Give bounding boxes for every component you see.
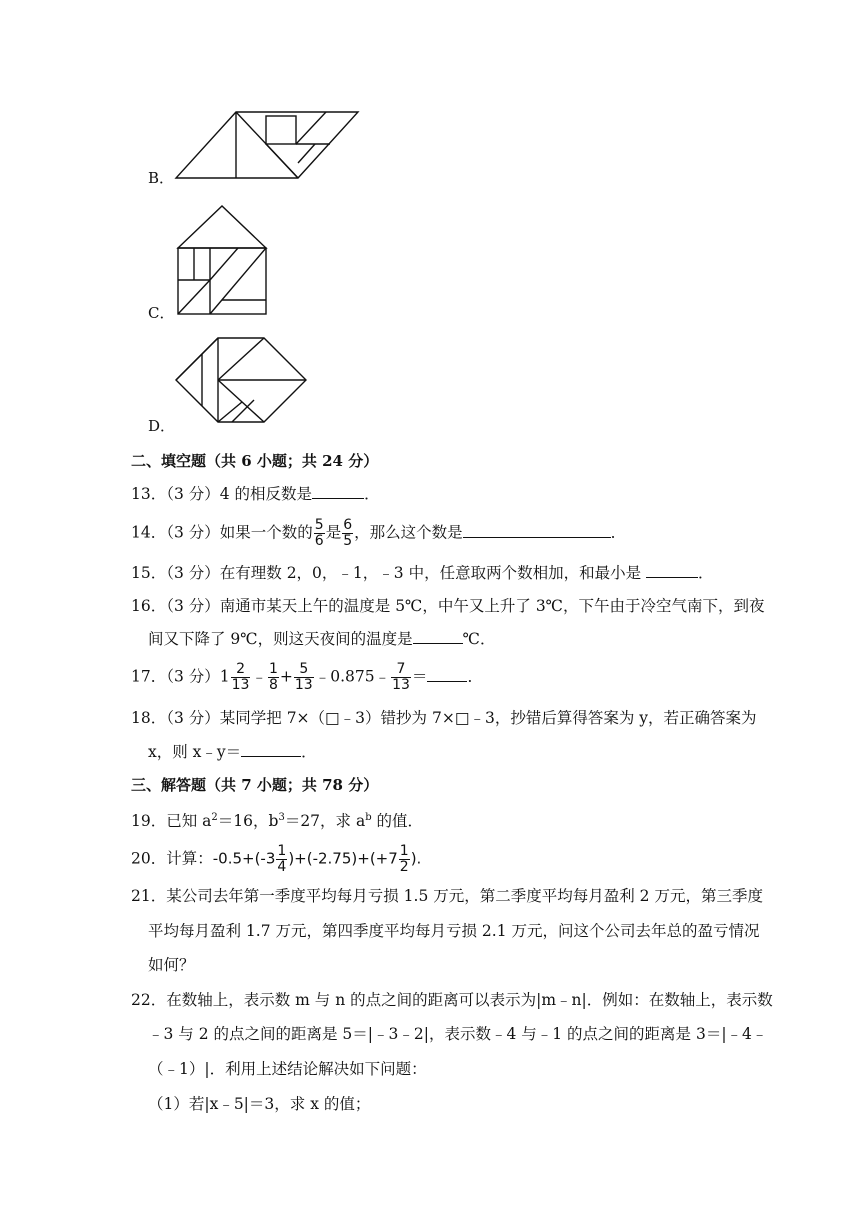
q17-text: 17．（3 分）1 [131,667,230,686]
q14-text: 14．（3 分）如果一个数的 [131,523,313,542]
q17-mid: ﹣0.875﹣ [314,667,391,686]
q17-fraction-4 [391,662,411,693]
question-22-line-1: 22．在数轴上，表示数 m 与 n 的点之间的距离可以表示为|m﹣n|．例如：在数轴上，表示数 [131,991,773,1009]
q15-answer-blank[interactable] [646,561,698,578]
question-16-line-2 [148,627,495,651]
question-15 [131,561,714,585]
frac-numerator: 5 [299,661,309,677]
figure-option-d [172,334,312,426]
q20-expr: ). [410,849,422,868]
q14-fraction-1 [314,518,325,549]
q20-text: 20．计算： [131,849,213,868]
frac-numerator: 1 [399,843,409,859]
q14-fraction-2 [342,518,353,549]
frac-denominator: 4 [277,859,287,875]
frac-numerator: 1 [277,843,287,859]
frac-denominator: 2 [399,859,409,875]
frac-denominator: 13 [231,677,250,693]
q17-eq: ＝ [411,667,428,686]
q19-exponent: 3 [278,812,285,823]
question-14 [131,518,626,549]
q19-text: 的值． [371,812,424,831]
q13-end: ． [364,485,380,503]
q17-end: ． [467,667,483,686]
q17-fraction-3 [294,662,314,693]
q14-suffix: ，那么这个数是 [354,523,463,542]
figure-option-b [170,108,365,184]
q17-answer-blank[interactable] [427,665,467,682]
frac-numerator: 2 [236,661,245,677]
q18-end: ． [301,743,317,761]
frac-denominator: 13 [294,677,313,693]
q15-end: ． [698,564,714,582]
q14-answer-blank[interactable] [463,521,611,538]
option-d-label: D． [148,417,176,435]
q18-answer-blank[interactable] [241,740,301,757]
frac-numerator: 6 [343,517,353,533]
question-21-line-3: 如何？ [148,956,195,974]
question-20 [131,844,421,875]
q20-fraction-1 [276,844,287,875]
frac-numerator: 5 [314,517,324,533]
question-16-line-1: 16．（3 分）南通市某天上午的温度是 5℃，中午又上升了 3℃，下午由于冷空气南下，到夜 [131,597,765,615]
q19-exponent: b [365,812,372,823]
frac-denominator: 13 [392,677,410,693]
frac-numerator: 1 [268,661,278,677]
question-18-line-1: 18．（3 分）某同学把 7×（□﹣3）错抄为 7×□﹣3，抄错后算得答案为 y，若正确答案为 [131,709,757,727]
q17-fraction-1 [231,662,251,693]
q13-text: 13．（3 分）4 的相反数是 [131,485,313,503]
q20-expr: -0.5+(-3 [212,849,276,868]
q17-op: + [279,667,293,686]
question-21-line-1: 21．某公司去年第一季度平均每月亏损 1.5 万元，第二季度平均每月盈利 2 万元，第三季度 [131,887,763,905]
question-17 [131,662,483,693]
option-c-label: C． [148,304,175,322]
q19-text: ＝16，b [217,812,279,831]
question-18-line-2 [148,740,317,764]
q18-text: x，则 x﹣y＝ [148,743,242,761]
q20-expr: )+(-2.75)+(+7 [288,849,398,868]
q16-text: 间又下降了 9℃，则这天夜间的温度是 [148,630,413,648]
question-13 [131,482,380,506]
q19-exponent: 2 [211,812,218,823]
q17-fraction-2 [268,662,279,693]
section-heading-fill-in: 二、填空题（共 6 小题；共 24 分） [131,452,379,470]
question-22-line-2: ﹣3 与 2 的点之间的距离是 5＝|﹣3﹣2|，表示数﹣4 与﹣1 的点之间的距离是 3＝|﹣4﹣ [148,1025,768,1043]
question-22-line-3: （﹣1）|．利用上述结论解决如下问题： [148,1060,427,1078]
q19-text: ＝27，求 a [284,812,366,831]
section-heading-solve: 三、解答题（共 7 小题；共 78 分） [131,776,379,794]
question-22-line-4: （1）若|x﹣5|＝3，求 x 的值； [148,1095,371,1113]
frac-denominator: 6 [314,533,324,549]
q13-answer-blank[interactable] [312,482,364,499]
q20-fraction-2 [399,844,410,875]
question-19 [131,806,423,833]
q14-mid: 是 [325,523,342,542]
q19-text: 19．已知 a [131,812,212,831]
q14-end: ． [610,523,627,542]
q16-end: ℃． [462,630,496,648]
figure-option-c [172,200,272,318]
q15-text: 15．（3 分）在有理数 2，0，﹣1，﹣3 中，任意取两个数相加，和最小是 [131,564,642,582]
question-21-line-2: 平均每月盈利 1.7 万元，第四季度平均每月亏损 2.1 万元，问这个公司去年总的盈亏情况 [148,922,760,940]
frac-denominator: 8 [268,677,278,693]
q16-answer-blank[interactable] [413,627,463,644]
q17-op: ﹣ [251,667,267,686]
frac-denominator: 5 [343,533,353,549]
frac-numerator: 7 [396,661,406,677]
option-b-label: B． [148,169,175,187]
